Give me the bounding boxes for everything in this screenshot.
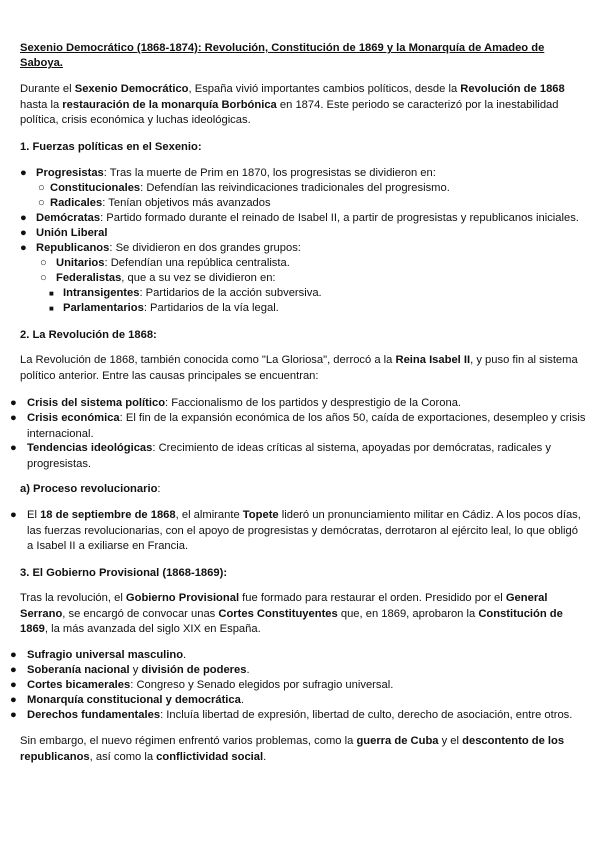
list-item xyxy=(36,166,586,182)
bold-text: Topete xyxy=(242,509,279,521)
text: que, en 1869, aprobaron la xyxy=(337,607,479,620)
text: . xyxy=(263,750,267,763)
bullet-icon: ● xyxy=(10,694,17,706)
bold-text: 18 de septiembre de 1868 xyxy=(40,509,176,521)
item-label: Crisis del sistema político xyxy=(27,397,166,409)
subsection-colon: : xyxy=(157,483,161,495)
text: , y puso fin al sistema político anterior. Entre las causas principales se encuentran: xyxy=(20,354,578,382)
item-label: Monarquía constitucional y democrática xyxy=(27,694,241,706)
item-label: Radicales xyxy=(50,197,103,209)
list-item xyxy=(27,663,587,679)
item-text: : Defendían las reivindicaciones tradicionales del progresismo. xyxy=(140,182,450,194)
bold-text: conflictividad social xyxy=(156,750,264,763)
item-label: Progresistas xyxy=(36,167,104,179)
list-item xyxy=(27,441,587,472)
list-item xyxy=(36,226,586,242)
list-item xyxy=(27,678,587,694)
item-text: : Congreso y Senado elegidos por sufragio universal. xyxy=(130,679,394,691)
item-label: Soberanía nacional xyxy=(27,664,130,676)
item-text: : Se dividieron en dos grandes grupos: xyxy=(109,242,301,254)
text: La Revolución de 1868, también conocida como "La Gloriosa", derrocó a la xyxy=(20,354,396,366)
list-item xyxy=(50,181,590,197)
bullet-icon: ● xyxy=(20,242,27,254)
bold-text: Constitución de 1869 xyxy=(20,607,563,635)
list-item xyxy=(36,211,596,227)
text: , se encargó de convocar unas xyxy=(62,607,219,620)
item-text: : Defendían una república centralista. xyxy=(104,257,290,269)
intro-paragraph xyxy=(20,82,580,129)
item-label: Derechos fundamentales xyxy=(27,709,161,721)
item-label: Federalistas xyxy=(56,272,122,284)
text: Tras la revolución, el xyxy=(20,592,126,604)
item-text: : Tenían objetivos más avanzados xyxy=(102,197,271,209)
item-text: : Incluía libertad de expresión, libertad de culto, derecho de asociación, entre otros. xyxy=(160,709,573,721)
item-text: : Tras la muerte de Prim en 1870, los progresistas se dividieron en: xyxy=(103,167,436,179)
list-item xyxy=(27,508,585,555)
item-label: Sufragio universal masculino xyxy=(27,649,184,661)
bullet-icon: ● xyxy=(10,509,17,521)
bold-text: Sexenio Democrático xyxy=(74,83,189,95)
text: fue formado para restaurar el orden. Presidido por el xyxy=(239,592,506,604)
text: El xyxy=(27,509,41,521)
item-label: Constitucionales xyxy=(50,182,141,194)
item-text: : Partidarios de la acción subversiva. xyxy=(139,287,322,299)
list-item xyxy=(36,241,586,257)
list-item xyxy=(27,411,587,442)
text: Sin embargo, el nuevo régimen enfrentó varios problemas, como la xyxy=(20,735,357,747)
item-label: Unión Liberal xyxy=(36,227,108,239)
item-label: Tendencias ideológicas xyxy=(27,442,153,454)
bold-text: guerra de Cuba xyxy=(356,735,439,747)
bold-text: Revolución de 1868 xyxy=(460,83,565,95)
text: hasta la xyxy=(20,98,63,111)
item-label: Cortes bicamerales xyxy=(27,679,131,691)
bullet-icon: ● xyxy=(10,664,17,676)
bullet-icon: ● xyxy=(10,679,17,691)
bullet-icon: ● xyxy=(20,212,27,224)
text: Durante el xyxy=(20,83,75,95)
list-item xyxy=(27,396,587,412)
section-heading: 1. Fuerzas políticas en el Sexenio: xyxy=(20,141,202,153)
circle-bullet-icon: ○ xyxy=(38,197,45,209)
bold-text: Reina Isabel II xyxy=(395,354,471,366)
item-text: : Crecimiento de ideas críticas al sistema, apoyadas por demócratas, radicales y progresistas. xyxy=(27,442,551,470)
text: , la más avanzada del siglo XIX en España. xyxy=(44,623,261,635)
list-item xyxy=(50,196,590,212)
item-text: y xyxy=(129,664,142,676)
list-item xyxy=(63,301,583,317)
item-text: : Faccionalismo de los partidos y desprestigio de la Corona. xyxy=(165,397,462,409)
item-label: división de poderes xyxy=(141,664,247,676)
circle-bullet-icon: ○ xyxy=(38,182,45,194)
item-text: : El fin de la expansión económica de los años 50, caída de exportaciones, desempleo y crisis internacional. xyxy=(27,412,586,440)
list-item xyxy=(27,693,587,709)
item-label: Intransigentes xyxy=(63,287,140,299)
square-bullet-icon: ■ xyxy=(49,289,54,298)
item-text: . xyxy=(183,649,187,661)
item-label: Parlamentarios xyxy=(63,302,144,314)
bold-text: Cortes Constituyentes xyxy=(218,607,338,620)
government-paragraph xyxy=(20,591,585,638)
list-item xyxy=(63,286,583,302)
item-label: Unitarios xyxy=(56,257,105,269)
subsection-heading xyxy=(20,482,161,498)
section-heading: 2. La Revolución de 1868: xyxy=(20,329,157,341)
bold-text: General Serrano xyxy=(20,592,548,620)
item-label: Crisis económica xyxy=(27,412,120,424)
bullet-icon: ● xyxy=(10,709,17,721)
list-item xyxy=(56,271,586,287)
text: , así como la xyxy=(89,750,157,763)
item-text: . xyxy=(246,664,250,676)
bullet-icon: ● xyxy=(10,649,17,661)
bold-text: Gobierno Provisional xyxy=(125,592,240,604)
list-item xyxy=(27,708,587,724)
text: y el xyxy=(438,735,463,747)
circle-bullet-icon: ○ xyxy=(40,272,47,284)
item-text: : Partido formado durante el reinado de Isabel II, a partir de progresistas y republicanos iniciales. xyxy=(100,212,579,224)
bullet-icon: ● xyxy=(10,412,17,424)
list-item xyxy=(56,256,586,272)
closing-paragraph xyxy=(20,734,582,765)
item-text: . xyxy=(240,694,244,706)
text: , el almirante xyxy=(175,509,243,521)
bullet-icon: ● xyxy=(20,167,27,179)
document-title: Sexenio Democrático (1868-1874): Revolución, Constitución de 1869 y la Monarquía de Amadeo de Saboya. xyxy=(20,42,545,69)
bullet-icon: ● xyxy=(10,397,17,409)
text: lideró un pronunciamiento militar en Cádiz. A los pocos días, las fuerzas revolucionarias, con el apoyo de progresistas y demócratas, derrotaron al ejército leal, lo que obligó a Isabel II a exiliarse en Francia. xyxy=(27,509,581,552)
item-text: , que a su vez se dividieron en: xyxy=(121,272,276,284)
circle-bullet-icon: ○ xyxy=(40,257,47,269)
section-heading: 3. El Gobierno Provisional (1868-1869): xyxy=(20,567,228,579)
item-label: Demócratas xyxy=(36,212,101,224)
subsection-title: a) Proceso revolucionario xyxy=(20,483,158,495)
text: en 1874. Este periodo se caracterizó por la inestabilidad política, crisis económica y luchas ideológicas. xyxy=(20,98,559,126)
bullet-icon: ● xyxy=(10,442,17,454)
bullet-icon: ● xyxy=(20,227,27,239)
list-item xyxy=(27,648,587,664)
item-text: : Partidarios de la vía legal. xyxy=(143,302,279,314)
bold-text: descontento de los republicanos xyxy=(20,735,565,763)
text: , España vivió importantes cambios políticos, desde la xyxy=(188,83,461,95)
item-label: Republicanos xyxy=(36,242,110,254)
square-bullet-icon: ■ xyxy=(49,304,54,313)
bold-text: restauración de la monarquía Borbónica xyxy=(62,98,277,111)
revolution-paragraph xyxy=(20,353,582,384)
